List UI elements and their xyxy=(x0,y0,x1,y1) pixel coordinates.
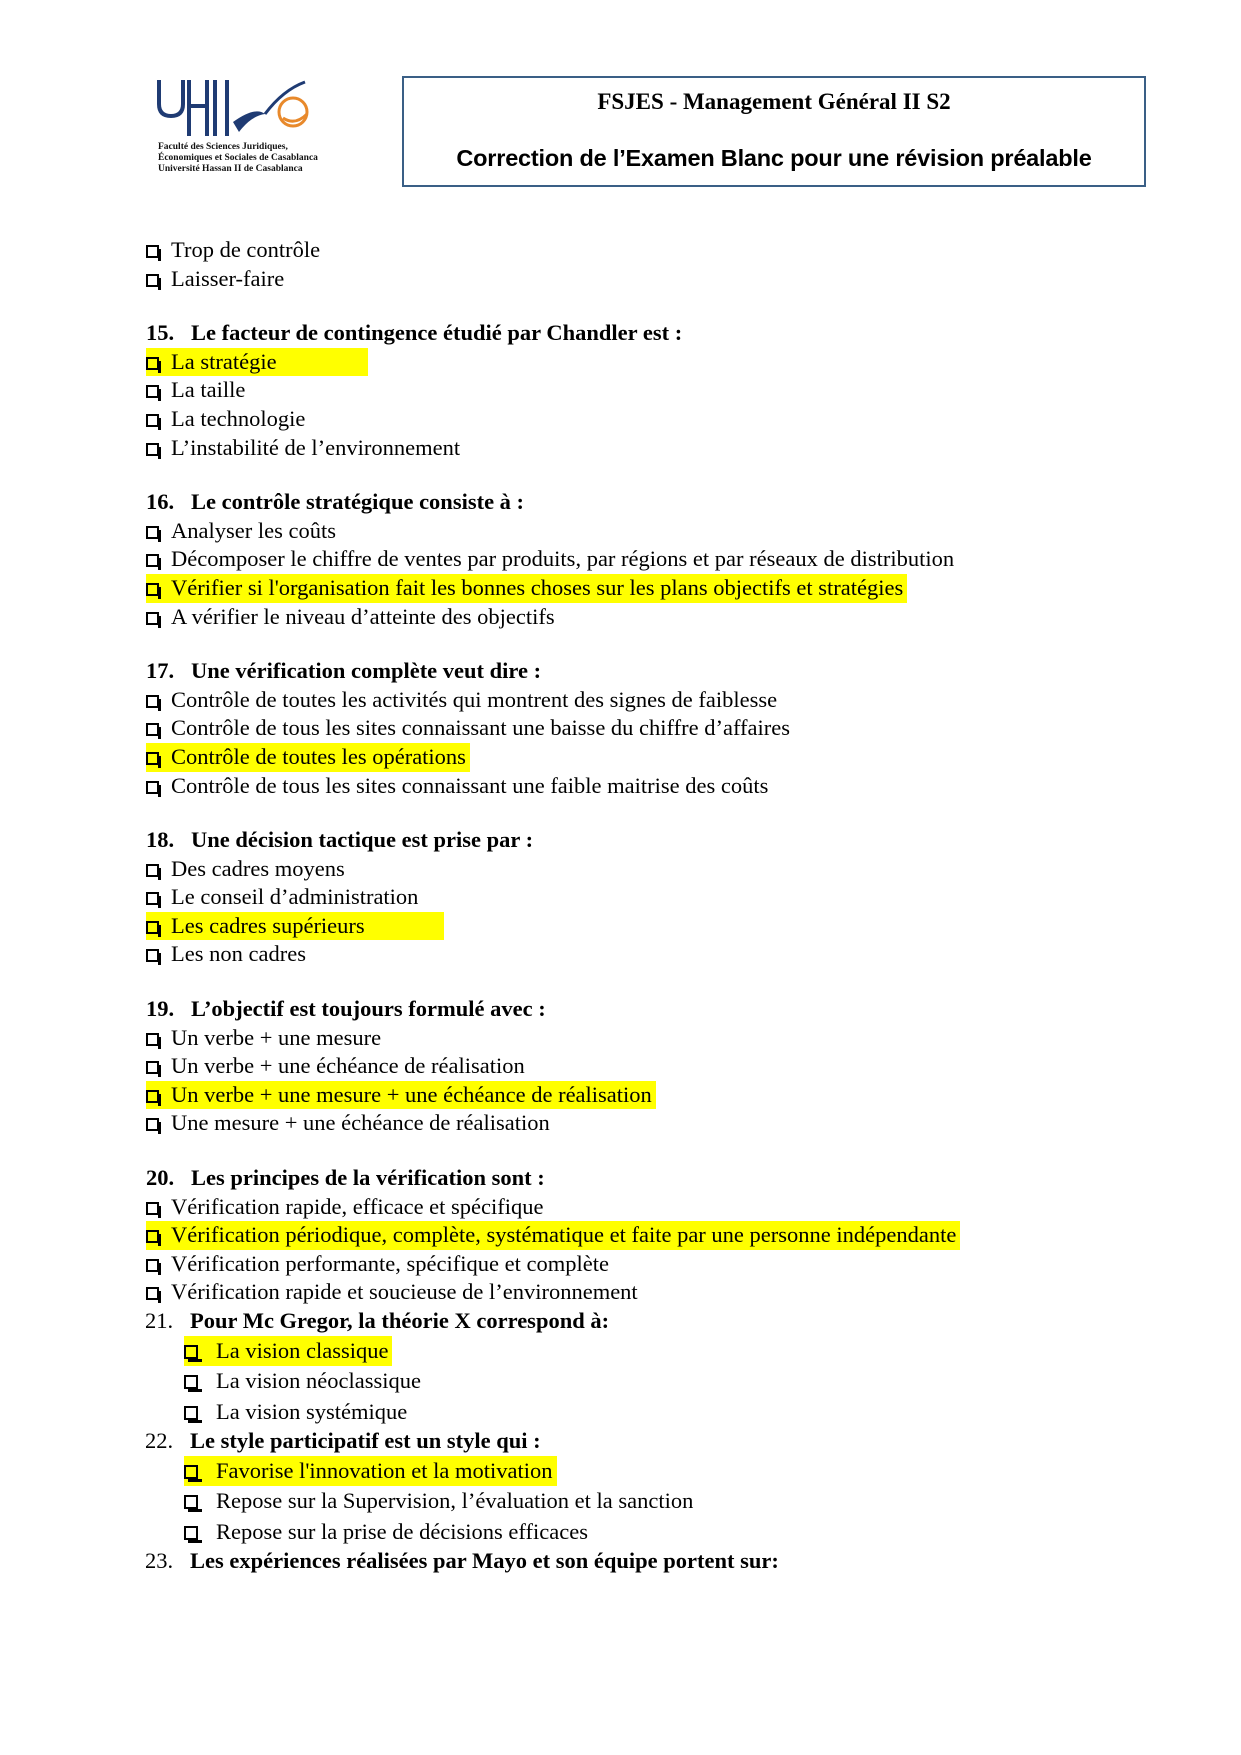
checkbox-icon xyxy=(146,443,159,456)
checkbox-icon xyxy=(146,385,159,398)
option-item: A vérifier le niveau d’atteinte des objectifs xyxy=(146,603,1106,632)
checkbox-icon xyxy=(146,949,159,962)
checkbox-icon xyxy=(146,864,159,877)
checkbox-icon xyxy=(146,245,159,258)
checkbox-icon xyxy=(184,1465,198,1479)
option-item: Contrôle de tous les sites connaissant une faible maitrise des coûts xyxy=(146,772,1106,801)
option-item: Des cadres moyens xyxy=(146,855,1106,884)
option-item-correct: Contrôle de toutes les opérations xyxy=(146,743,1106,772)
option-item: Vérification rapide et soucieuse de l’environnement xyxy=(146,1278,1106,1307)
option-item: Un verbe + une échéance de réalisation xyxy=(146,1052,1106,1081)
exam-content xyxy=(146,236,1106,1576)
option-item-correct: La vision classique xyxy=(146,1336,1106,1367)
logo-text-line-3: Université Hassan II de Casablanca xyxy=(158,164,303,174)
question-18: 18. Une décision tactique est prise par : xyxy=(146,827,534,853)
option-item: Vérification rapide, efficace et spécifique xyxy=(146,1193,1106,1222)
document-subtitle: Correction de l’Examen Blanc pour une révision préalable xyxy=(456,145,1092,171)
question-19: 19. L’objectif est toujours formulé avec : xyxy=(146,996,546,1022)
logo-text-line-2: Économiques et Sociales de Casablanca xyxy=(158,153,318,163)
checkbox-icon xyxy=(146,1230,159,1243)
checkbox-icon xyxy=(146,695,159,708)
option-item: Le conseil d’administration xyxy=(146,883,1106,912)
checkbox-icon xyxy=(146,921,159,934)
option-item: Une mesure + une échéance de réalisation xyxy=(146,1109,1106,1138)
checkbox-icon xyxy=(146,357,159,370)
header-title-box xyxy=(402,76,1146,187)
checkbox-icon xyxy=(146,274,159,287)
option-item: Repose sur la Supervision, l’évaluation et la sanction xyxy=(146,1486,1106,1517)
checkbox-icon xyxy=(146,723,159,736)
option-item: Repose sur la prise de décisions efficaces xyxy=(146,1517,1106,1548)
option-item: Contrôle de toutes les activités qui montrent des signes de faiblesse xyxy=(146,686,1106,715)
checkbox-icon xyxy=(184,1406,198,1420)
option-item: La vision systémique xyxy=(146,1397,1106,1428)
checkbox-icon xyxy=(146,1259,159,1272)
checkbox-icon xyxy=(184,1526,198,1540)
question-20: 20. Les principes de la vérification sont : xyxy=(146,1165,545,1191)
checkbox-icon xyxy=(146,526,159,539)
question-15: 15. Le facteur de contingence étudié par Chandler est : xyxy=(146,320,683,346)
checkbox-icon xyxy=(146,414,159,427)
option-item-correct: Vérification périodique, complète, systématique et faite par une personne indépendante xyxy=(146,1221,1106,1250)
option-item: La vision néoclassique xyxy=(146,1366,1106,1397)
checkbox-icon xyxy=(146,554,159,567)
question-21: 21. Pour Mc Gregor, la théorie X correspond à: xyxy=(145,1308,610,1333)
option-item: Décomposer le chiffre de ventes par produits, par régions et par réseaux de distribution xyxy=(146,545,1106,574)
option-item-correct: La stratégie xyxy=(146,348,1106,377)
option-item: Un verbe + une mesure xyxy=(146,1024,1106,1053)
option-item-correct: Les cadres supérieurs xyxy=(146,912,1106,941)
checkbox-icon xyxy=(184,1375,198,1389)
option-item-correct: Favorise l'innovation et la motivation xyxy=(146,1456,1106,1487)
option-item: Trop de contrôle xyxy=(146,236,1106,265)
checkbox-icon xyxy=(146,1202,159,1215)
checkbox-icon xyxy=(146,1090,159,1103)
option-item: La technologie xyxy=(146,405,1106,434)
option-item: Laisser-faire xyxy=(146,265,1106,294)
logo-mark-icon xyxy=(155,76,325,140)
checkbox-icon xyxy=(146,583,159,596)
question-23: 23. Les expériences réalisées par Mayo et son équipe portent sur: xyxy=(145,1548,779,1574)
question-22: 22. Le style participatif est un style qui : xyxy=(145,1428,541,1454)
option-item: Analyser les coûts xyxy=(146,517,1106,546)
checkbox-icon xyxy=(146,1118,159,1131)
option-item-correct: Vérifier si l'organisation fait les bonnes choses sur les plans objectifs et stratégies xyxy=(146,574,1106,603)
checkbox-icon xyxy=(146,892,159,905)
checkbox-icon xyxy=(146,1061,159,1074)
option-item-correct: Un verbe + une mesure + une échéance de réalisation xyxy=(146,1081,1106,1110)
university-logo xyxy=(155,76,325,176)
course-title: FSJES - Management Général II S2 xyxy=(597,89,951,114)
question-16: 16. Le contrôle stratégique consiste à : xyxy=(146,489,525,515)
option-item: Vérification performante, spécifique et complète xyxy=(146,1250,1106,1279)
checkbox-icon xyxy=(146,781,159,794)
option-item: Les non cadres xyxy=(146,940,1106,969)
logo-text-line-1: Faculté des Sciences Juridiques, xyxy=(158,142,288,152)
question-17: 17. Une vérification complète veut dire : xyxy=(146,658,542,684)
checkbox-icon xyxy=(146,1287,159,1300)
option-item: L’instabilité de l’environnement xyxy=(146,434,1106,463)
checkbox-icon xyxy=(146,612,159,625)
option-item: La taille xyxy=(146,376,1106,405)
checkbox-icon xyxy=(146,752,159,765)
checkbox-icon xyxy=(146,1033,159,1046)
checkbox-icon xyxy=(184,1345,198,1359)
checkbox-icon xyxy=(184,1495,198,1509)
option-item: Contrôle de tous les sites connaissant une baisse du chiffre d’affaires xyxy=(146,714,1106,743)
